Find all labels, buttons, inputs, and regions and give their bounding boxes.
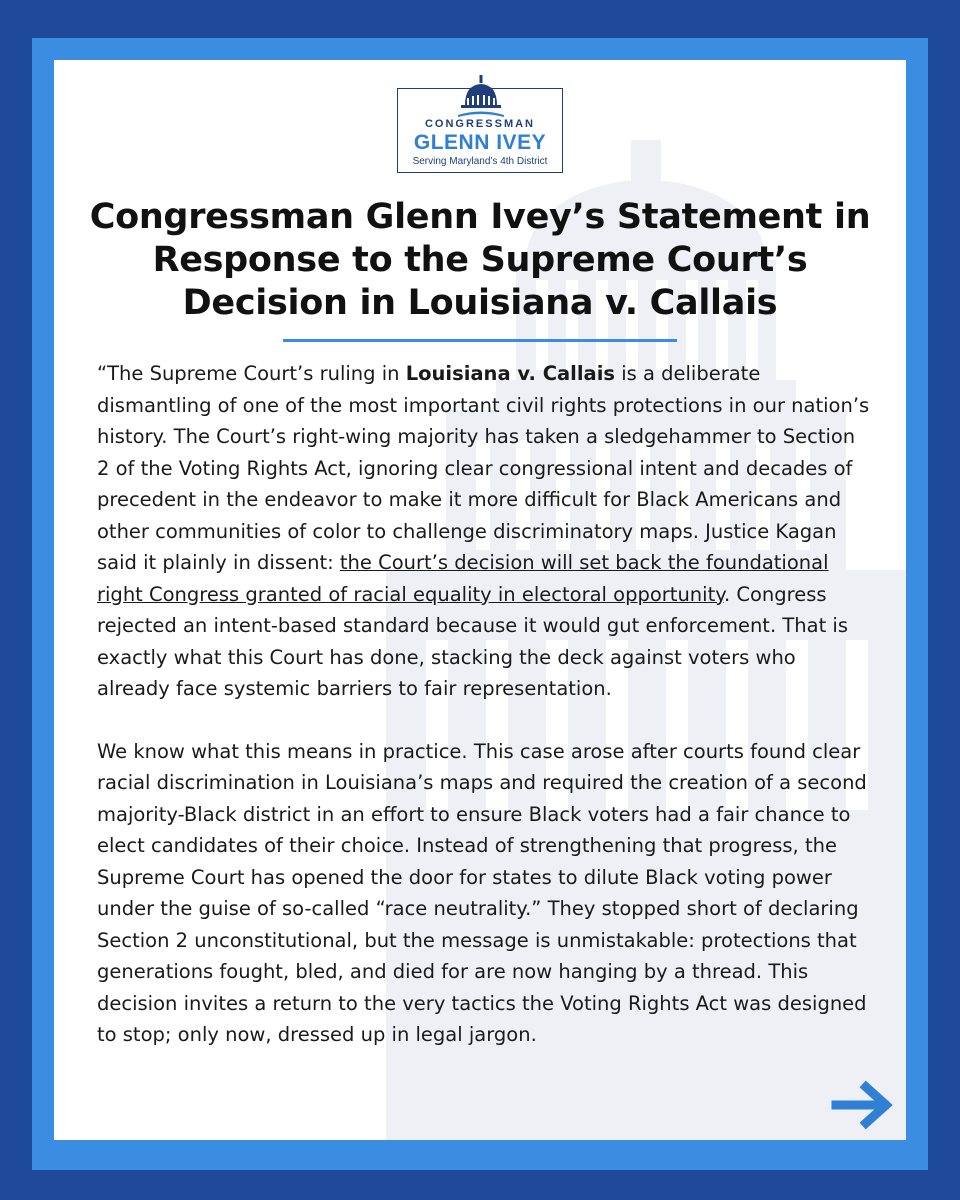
arrow-right-icon[interactable] [830,1079,898,1131]
paragraph-1-middle: is a deliberate dismantling of one of the most important civil rights protections in our nation’s history. The Court’s right-wing majority has taken a sledgehammer to Section 2 of the Voting Rights Act, ignoring clear congressional intent and decades of precedent in the endeavor to make it more difficult for Black Americans and other communities of color to challenge discriminatory maps. Justice Kagan said it plainly in dissent: [97,362,870,574]
congressman-logo [397,88,563,173]
logo-line-district: Serving Maryland’s 4th District [412,156,548,167]
paragraph-2: We know what this means in practice. This case arose after courts found clear racial discrimination in Louisiana’s maps and required the creation of a second majority-Black district in an effort to ensure Black voters had a fair chance to elect candidates of their choice. Instead of strengthening that progress, the Supreme Court has opened the door for states to dilute Black voting power under the guise of so-called “race neutrality.” They stopped short of declaring Section 2 unconstitutional, but the message is unmistakable: protections that generations fought, bled, and died for are now hanging by a thread. This decision invites a return to the very tactics the Voting Rights Act was designed to stop; only now, dressed up in legal jargon. [97,739,867,1046]
logo-line-name: GLENN IVEY [413,131,547,154]
paragraph-1-end: . Congress rejected an intent-based standard because it would gut enforcement. That is exactly what this Court has done, stacking the deck against voters who already face systemic barriers to fair representation. [97,582,848,700]
statement-body [97,358,872,1082]
paragraph-1-intro: “The Supreme Court’s ruling in [97,362,406,385]
title-divider [283,339,677,342]
statement-card [54,60,906,1140]
kagan-dissent-link[interactable]: the Court’s decision will set back the foundational right Congress granted of racial equality in electoral opportunity [97,551,829,606]
paragraph-1 [97,358,872,705]
capitol-dome-icon [458,75,504,119]
case-name: Louisiana v. Callais [405,362,615,385]
logo-line-congressman: CONGRESSMAN [424,118,535,130]
statement-title: Congressman Glenn Ivey’s Statement in Response to the Supreme Court’s Decision in Louisiana v. Callais [89,197,871,323]
